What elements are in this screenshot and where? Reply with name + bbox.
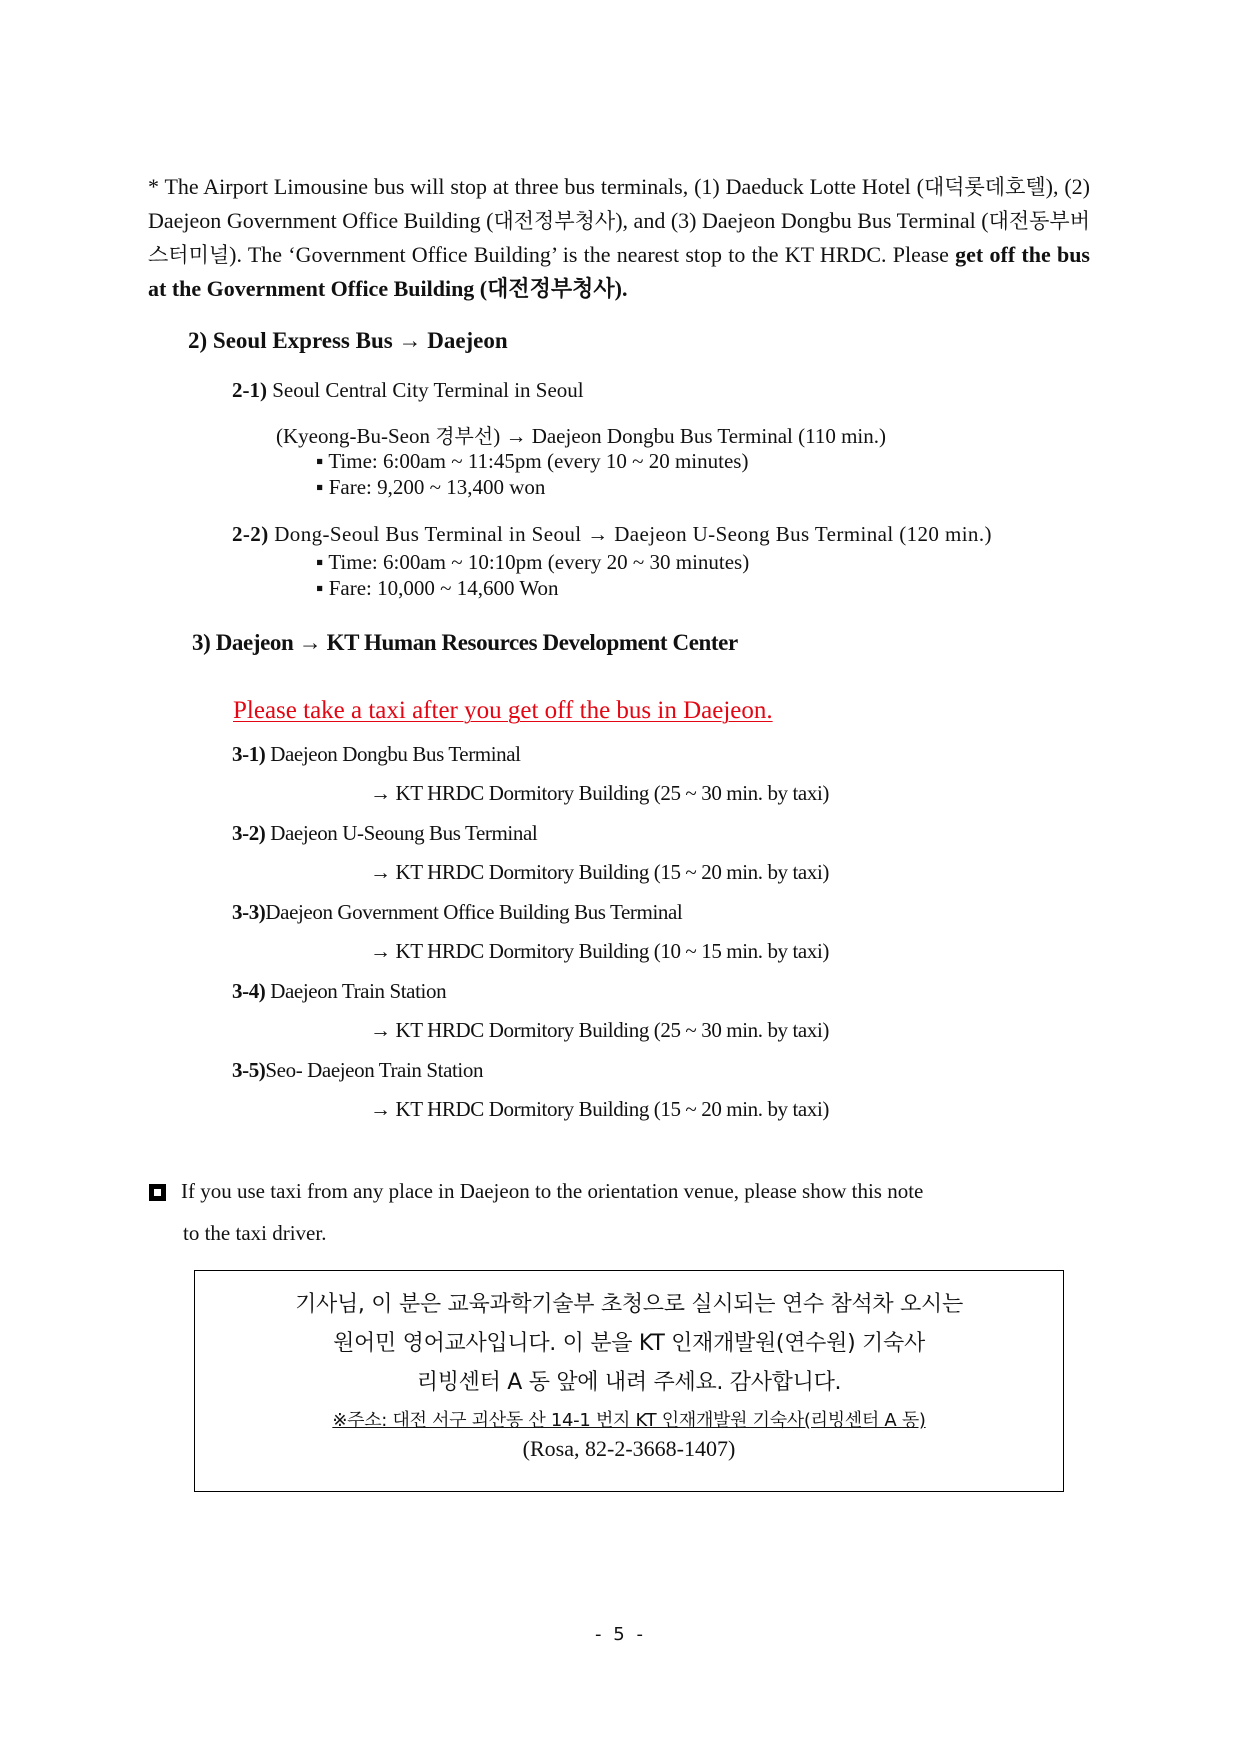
taxi-intro-line-1: If you use taxi from any place in Daejeon to the orientation venue, please show this note bbox=[181, 1179, 924, 1203]
route-2-1-title-text: Seoul Central City Terminal in Seoul bbox=[267, 378, 584, 402]
note-korean-3: 대전동부버스터미널 bbox=[148, 209, 1090, 267]
route-2-1-line-korean: 경부선 bbox=[435, 424, 494, 448]
note-korean-2: 대전정부청사 bbox=[493, 209, 616, 233]
taxi-origin-3-5 bbox=[232, 1058, 483, 1083]
taxi-origin-3-2-number: 3-2) bbox=[232, 821, 266, 845]
route-2-2-title bbox=[232, 522, 992, 547]
taxi-intro-line-2: to the taxi driver. bbox=[183, 1221, 327, 1245]
page-number: - 5 - bbox=[595, 1624, 646, 1645]
route-2-1-fare: ▪ Fare: 9,200 ~ 13,400 won bbox=[316, 475, 546, 499]
taxi-origin-3-4-number: 3-4) bbox=[232, 979, 266, 1003]
driver-note-contact: (Rosa, 82-2-3668-1407) bbox=[522, 1436, 736, 1461]
taxi-origin-3-3 bbox=[232, 900, 682, 925]
taxi-origin-3-1-name: Daejeon Dongbu Bus Terminal bbox=[265, 742, 521, 766]
driver-note-address: ※주소: 대전 서구 괴산동 산 14-1 번지 KT 인재개발원 기숙사(리빙센터 A 동) bbox=[332, 1410, 926, 1431]
taxi-destination-3-4: → KT HRDC Dormitory Building (25 ~ 30 min. by taxi) bbox=[370, 1018, 829, 1042]
note-text-2: ), (2) Daejeon Government Office Building ( bbox=[148, 174, 1091, 233]
section-3-heading: 3) Daejeon → KT Human Resources Development Center bbox=[192, 630, 738, 655]
square-bullet-icon bbox=[149, 1184, 166, 1201]
route-2-2-fare: ▪ Fare: 10,000 ~ 14,600 Won bbox=[316, 576, 559, 600]
driver-note-line-3: 리빙센터 A 동 앞에 내려 주세요. 감사합니다. bbox=[416, 1370, 842, 1395]
driver-note-line-2: 원어민 영어교사입니다. 이 분을 KT 인재개발원(연수원) 기숙사 bbox=[333, 1331, 925, 1356]
limousine-note bbox=[148, 170, 1090, 306]
note-text-1: * The Airport Limousine bus will stop at three bus terminals, (1) Daeduck Lotte Hotel ( bbox=[148, 174, 924, 199]
taxi-destination-3-3: → KT HRDC Dormitory Building (10 ~ 15 min. by taxi) bbox=[370, 939, 829, 963]
taxi-driver-note-box bbox=[194, 1270, 1064, 1492]
taxi-origin-3-4-name: Daejeon Train Station bbox=[265, 979, 447, 1003]
taxi-origin-3-1-number: 3-1) bbox=[232, 742, 266, 766]
route-2-1-line-pre: (Kyeong-Bu-Seon bbox=[276, 424, 436, 448]
note-text-4: ). The ‘Government Office Building’ is the nearest stop to the KT HRDC. Please bbox=[229, 242, 956, 267]
taxi-notice: Please take a taxi after you get off the bus in Daejeon. bbox=[233, 697, 773, 724]
taxi-origin-3-2-name: Daejeon U-Seoung Bus Terminal bbox=[265, 821, 538, 845]
taxi-origin-3-2 bbox=[232, 821, 537, 846]
route-2-2-number: 2-2) bbox=[232, 522, 269, 546]
route-2-1-line-post: ) → Daejeon Dongbu Bus Terminal (110 min.) bbox=[493, 424, 886, 448]
section-2-heading: 2) Seoul Express Bus → Daejeon bbox=[188, 328, 508, 353]
taxi-destination-3-5: → KT HRDC Dormitory Building (15 ~ 20 min. by taxi) bbox=[370, 1097, 829, 1121]
route-2-2-title-text: Dong-Seoul Bus Terminal in Seoul → Daejeon U-Seong Bus Terminal (120 min.) bbox=[268, 522, 992, 546]
taxi-origin-3-3-name: Daejeon Government Office Building Bus Terminal bbox=[265, 900, 683, 924]
taxi-destination-3-2: → KT HRDC Dormitory Building (15 ~ 20 min. by taxi) bbox=[370, 860, 829, 884]
route-2-2-time: ▪ Time: 6:00am ~ 10:10pm (every 20 ~ 30 minutes) bbox=[316, 550, 750, 574]
route-2-1-line bbox=[276, 420, 886, 449]
route-2-1-time: ▪ Time: 6:00am ~ 11:45pm (every 10 ~ 20 minutes) bbox=[316, 449, 749, 473]
note-bold-instruction: get off the bus at the Government Office Building (대전정부청사). bbox=[148, 242, 1090, 301]
driver-note-line-1: 기사님, 이 분은 교육과학기술부 초청으로 실시되는 연수 참석차 오시는 bbox=[295, 1292, 963, 1317]
route-2-1-number: 2-1) bbox=[232, 378, 267, 402]
note-text-3: ), and (3) Daejeon Dongbu Bus Terminal ( bbox=[615, 208, 989, 233]
taxi-origin-3-5-number: 3-5) bbox=[232, 1058, 266, 1082]
note-korean-1: 대덕롯데호텔 bbox=[923, 175, 1046, 199]
taxi-origin-3-3-number: 3-3) bbox=[232, 900, 266, 924]
taxi-origin-3-4 bbox=[232, 979, 446, 1004]
taxi-destination-3-1: → KT HRDC Dormitory Building (25 ~ 30 min. by taxi) bbox=[370, 781, 829, 805]
route-2-1-title bbox=[232, 378, 584, 403]
taxi-origin-3-5-name: Seo- Daejeon Train Station bbox=[265, 1058, 484, 1082]
taxi-origin-3-1 bbox=[232, 742, 521, 767]
